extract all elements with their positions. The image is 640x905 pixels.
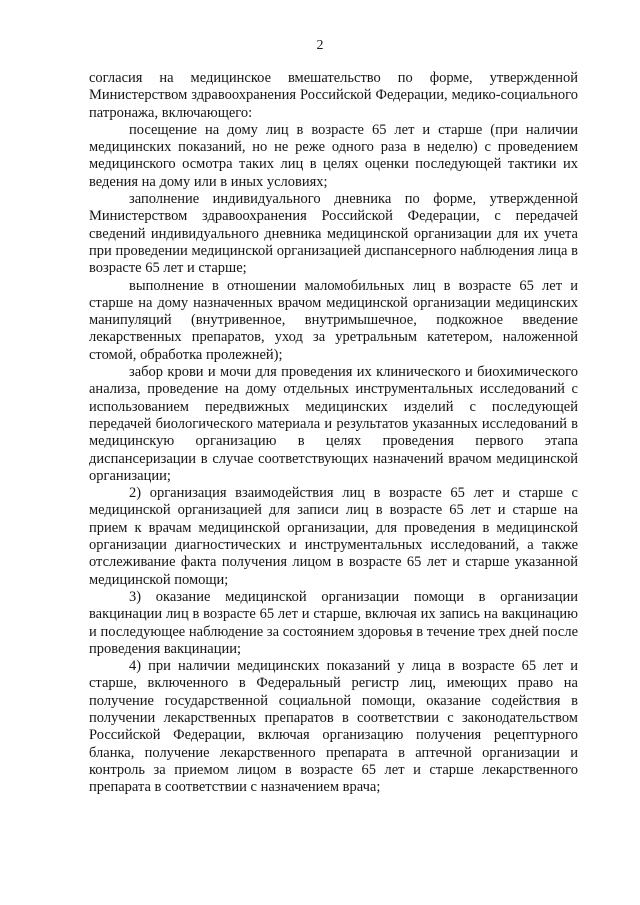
paragraph-home-visits: посещение на дому лиц в возрасте 65 лет и старше (при наличии медицинских показаний, но не реже одного раза в неделю) с проведением медицинского осмотра таких лиц в целях оценки последующей тактики их ведения на дому или в иных условиях;: [89, 121, 578, 190]
paragraph-home-manipulations: выполнение в отношении маломобильных лиц в возрасте 65 лет и старше на дому назначенных врачом медицинской организации медицинских манипуляций (внутривенное, внутримышечное, подкожное введение лекарственных препаратов, уход за уретральным катетером, наложенной стомой, обработка пролежней);: [89, 277, 578, 363]
paragraph-consent-continuation: согласия на медицинское вмешательство по форме, утвержденной Министерством здравоохранения Российской Федерации, медико-социального патронажа, включающего:: [89, 70, 578, 121]
paragraph-blood-urine-sampling: забор крови и мочи для проведения их клинического и биохимического анализа, проведение на дому отдельных инструментальных исследований с использованием передвижных медицинских изделий с последующей передачей биологического материала и результатов указанных исследований в медицинскую организацию в целях проведения первого этапа диспансеризации в случае соответствующих назначений врачом медицинской организации;: [89, 364, 578, 484]
paragraph-item-4: 4) при наличии медицинских показаний у лица в возрасте 65 лет и старше, включенного в Федеральный регистр лиц, имеющих право на получение государственной социальной помощи, оказание содействия в получении лекарственных препаратов в соответствии с законодательством Российской Федерации, включая организацию получения рецептурного бланка, получение лекарственного препарата в аптечной организации и контроль за приемом лицом в возрасте 65 лет и старше лекарственного препарата в соответствии с назначением врача;: [89, 658, 578, 796]
paragraph-item-3: 3) оказание медицинской организации помощи в организации вакцинации лиц в возрасте 65 лет и старше, включая их запись на вакцинацию и последующее наблюдение за состоянием здоровья в течение трех дней после проведения вакцинации;: [89, 588, 578, 657]
page-number: 2: [316, 38, 324, 53]
paragraph-item-2: 2) организация взаимодействия лиц в возрасте 65 лет и старше с медицинской организацией для записи лиц в возрасте 65 лет и старше на прием к врачам медицинской организации, для проведения в медицинской организации диагностических и инструментальных исследований, а также отслеживание факта получения лицом в возрасте 65 лет и старше указанной медицинской помощи;: [89, 485, 578, 588]
paragraph-individual-diary: заполнение индивидуального дневника по форме, утвержденной Министерством здравоохранения Российской Федерации, с передачей сведений индивидуального дневника медицинской организации для их учета при проведении медицинской организацией диспансерного наблюдения лица в возрасте 65 лет и старше;: [89, 191, 578, 277]
document-body: [89, 70, 578, 796]
